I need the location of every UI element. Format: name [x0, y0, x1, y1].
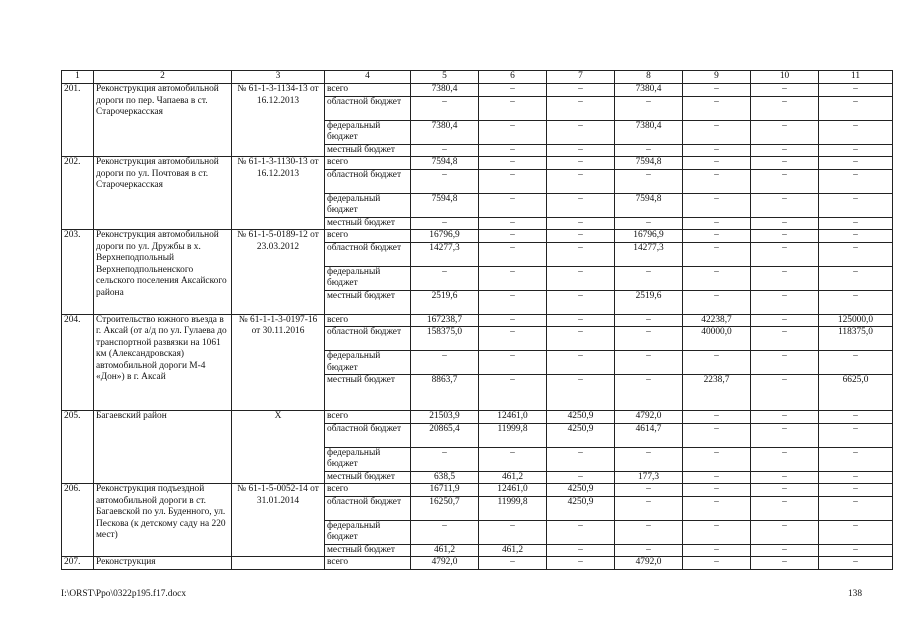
value-cell: – — [547, 520, 615, 544]
value-cell: 7594,8 — [615, 193, 683, 217]
funding-source: областной бюджет — [325, 242, 411, 266]
value-cell: 14277,3 — [615, 242, 683, 266]
value-cell: 21503,9 — [411, 411, 479, 424]
value-cell: – — [751, 266, 819, 290]
header-cell: 9 — [683, 71, 751, 84]
value-cell: – — [751, 544, 819, 557]
value-cell: – — [411, 520, 479, 544]
funding-source: местный бюджет — [325, 144, 411, 157]
value-cell: 167238,7 — [411, 314, 479, 327]
funding-source: всего — [325, 230, 411, 243]
value-cell: 125000,0 — [819, 314, 893, 327]
value-cell: – — [411, 144, 479, 157]
value-cell: 4792,0 — [615, 411, 683, 424]
value-cell: 7380,4 — [615, 120, 683, 144]
object-name: Реконструкция автомобильной дороги по ул. Дружбы в х. Верхнеподпольный Верхнеподпольненского сельского поселения Аксайского района — [94, 230, 232, 315]
value-cell: 4250,9 — [547, 423, 615, 447]
value-cell: – — [751, 242, 819, 266]
value-cell: – — [547, 169, 615, 193]
value-cell: 20865,4 — [411, 423, 479, 447]
table-body — [62, 71, 893, 570]
value-cell: – — [547, 290, 615, 314]
value-cell: – — [479, 375, 547, 411]
value-cell: 177,3 — [615, 471, 683, 484]
value-cell: – — [683, 496, 751, 520]
value-cell: 11999,8 — [479, 423, 547, 447]
value-cell: 118375,0 — [819, 327, 893, 351]
value-cell: 16796,9 — [615, 230, 683, 243]
value-cell: – — [411, 351, 479, 375]
value-cell: – — [819, 520, 893, 544]
value-cell: 638,5 — [411, 471, 479, 484]
value-cell: – — [683, 266, 751, 290]
value-cell: 8863,7 — [411, 375, 479, 411]
value-cell: – — [751, 157, 819, 170]
value-cell: – — [547, 544, 615, 557]
value-cell: – — [615, 96, 683, 120]
expertise-document — [232, 557, 325, 570]
funding-source: областной бюджет — [325, 96, 411, 120]
value-cell: – — [683, 157, 751, 170]
funding-source: федеральный бюджет — [325, 447, 411, 471]
value-cell: – — [683, 230, 751, 243]
value-cell: – — [819, 120, 893, 144]
table-row — [62, 411, 893, 424]
value-cell: – — [547, 351, 615, 375]
value-cell: – — [819, 351, 893, 375]
expertise-document: № 61-1-1-3-0197-16 от 30.11.2016 — [232, 314, 325, 411]
value-cell: 4250,9 — [547, 484, 615, 497]
value-cell: – — [751, 484, 819, 497]
value-cell: – — [479, 120, 547, 144]
value-cell: – — [819, 96, 893, 120]
value-cell: – — [479, 557, 547, 570]
value-cell: – — [479, 327, 547, 351]
value-cell: – — [751, 351, 819, 375]
header-cell: 3 — [232, 71, 325, 84]
object-name: Строительство южного въезда в г. Аксай (от а/д по ул. Гулаева до транспортной развязки на 1061 км (Александровская) автомобильной дороги М-4 «Дон») в г. Аксай — [94, 314, 232, 411]
value-cell: – — [819, 557, 893, 570]
value-cell: – — [411, 217, 479, 230]
value-cell: – — [547, 447, 615, 471]
value-cell: 14277,3 — [411, 242, 479, 266]
value-cell: – — [751, 496, 819, 520]
value-cell: – — [819, 144, 893, 157]
value-cell: – — [683, 84, 751, 97]
header-cell: 6 — [479, 71, 547, 84]
value-cell: – — [819, 242, 893, 266]
value-cell: – — [751, 423, 819, 447]
table-row — [62, 314, 893, 327]
value-cell: – — [751, 169, 819, 193]
funding-source: всего — [325, 314, 411, 327]
value-cell: – — [683, 447, 751, 471]
table-row — [62, 484, 893, 497]
value-cell: 4250,9 — [547, 496, 615, 520]
value-cell: – — [411, 169, 479, 193]
expertise-document: № 61-1-5-0052-14 от 31.01.2014 — [232, 484, 325, 557]
funding-source: федеральный бюджет — [325, 193, 411, 217]
value-cell: – — [547, 557, 615, 570]
value-cell: 2519,6 — [615, 290, 683, 314]
table-row — [62, 84, 893, 97]
value-cell: – — [751, 217, 819, 230]
footer-page-number: 138 — [847, 589, 862, 599]
value-cell: 461,2 — [479, 544, 547, 557]
row-number: 201. — [62, 84, 94, 157]
value-cell: – — [615, 169, 683, 193]
header-row — [62, 71, 893, 84]
value-cell: – — [751, 411, 819, 424]
value-cell: – — [615, 266, 683, 290]
value-cell: – — [751, 314, 819, 327]
value-cell: – — [479, 520, 547, 544]
expertise-document: Х — [232, 411, 325, 484]
value-cell: 461,2 — [479, 471, 547, 484]
value-cell: – — [479, 157, 547, 170]
value-cell: – — [615, 351, 683, 375]
expertise-document: № 61-1-3-1130-13 от 16.12.2013 — [232, 157, 325, 230]
value-cell: – — [479, 266, 547, 290]
funding-source: всего — [325, 84, 411, 97]
funding-source: всего — [325, 411, 411, 424]
value-cell: 16796,9 — [411, 230, 479, 243]
value-cell: 7594,8 — [411, 193, 479, 217]
value-cell: 4792,0 — [411, 557, 479, 570]
value-cell: – — [479, 230, 547, 243]
object-name: Багаевский район — [94, 411, 232, 484]
value-cell: – — [819, 496, 893, 520]
value-cell: 12461,0 — [479, 484, 547, 497]
header-cell: 2 — [94, 71, 232, 84]
funding-source: всего — [325, 557, 411, 570]
object-name: Реконструкция подъездной автомобильной дороги в ст. Багаевской по ул. Буденного, ул. Пескова (к детскому саду на 220 мест) — [94, 484, 232, 557]
value-cell: – — [751, 520, 819, 544]
funding-source: местный бюджет — [325, 375, 411, 411]
funding-source: всего — [325, 157, 411, 170]
header-cell: 4 — [325, 71, 411, 84]
value-cell: 40000,0 — [683, 327, 751, 351]
value-cell: – — [819, 471, 893, 484]
value-cell: – — [479, 351, 547, 375]
value-cell: – — [547, 144, 615, 157]
value-cell: – — [819, 266, 893, 290]
value-cell: 42238,7 — [683, 314, 751, 327]
value-cell: – — [819, 411, 893, 424]
value-cell: – — [547, 157, 615, 170]
object-name: Реконструкция автомобильной дороги по пер. Чапаева в ст. Старочеркасская — [94, 84, 232, 157]
value-cell: – — [683, 351, 751, 375]
value-cell: – — [479, 193, 547, 217]
value-cell: – — [751, 375, 819, 411]
object-name: Реконструкция автомобильной дороги по ул. Почтовая в ст. Старочеркасская — [94, 157, 232, 230]
value-cell: – — [615, 375, 683, 411]
value-cell: – — [819, 193, 893, 217]
value-cell: 7594,8 — [615, 157, 683, 170]
value-cell: – — [683, 217, 751, 230]
value-cell: 11999,8 — [479, 496, 547, 520]
value-cell: – — [615, 496, 683, 520]
value-cell: – — [547, 84, 615, 97]
funding-source: областной бюджет — [325, 423, 411, 447]
budget-table — [61, 70, 893, 570]
value-cell: – — [479, 84, 547, 97]
value-cell: – — [683, 544, 751, 557]
funding-source: федеральный бюджет — [325, 120, 411, 144]
header-cell: 11 — [819, 71, 893, 84]
value-cell: – — [751, 327, 819, 351]
value-cell: – — [683, 193, 751, 217]
value-cell: – — [819, 157, 893, 170]
funding-source: областной бюджет — [325, 327, 411, 351]
value-cell: – — [479, 144, 547, 157]
value-cell: – — [547, 242, 615, 266]
value-cell: – — [751, 84, 819, 97]
value-cell: – — [751, 144, 819, 157]
value-cell: – — [751, 96, 819, 120]
value-cell: – — [547, 471, 615, 484]
value-cell: – — [819, 230, 893, 243]
value-cell: 16250,7 — [411, 496, 479, 520]
value-cell: – — [547, 266, 615, 290]
value-cell: – — [683, 471, 751, 484]
funding-source: местный бюджет — [325, 217, 411, 230]
value-cell: – — [547, 193, 615, 217]
value-cell: – — [547, 217, 615, 230]
value-cell: 7594,8 — [411, 157, 479, 170]
value-cell: – — [683, 520, 751, 544]
value-cell: – — [615, 447, 683, 471]
value-cell: – — [751, 290, 819, 314]
expertise-document: № 61-1-5-0189-12 от 23.03.2012 — [232, 230, 325, 315]
row-number: 207. — [62, 557, 94, 570]
header-cell: 7 — [547, 71, 615, 84]
funding-source: местный бюджет — [325, 290, 411, 314]
header-cell: 5 — [411, 71, 479, 84]
row-number: 206. — [62, 484, 94, 557]
row-number: 202. — [62, 157, 94, 230]
value-cell: – — [751, 230, 819, 243]
value-cell: – — [683, 290, 751, 314]
value-cell: – — [547, 314, 615, 327]
value-cell: – — [479, 290, 547, 314]
value-cell: – — [615, 314, 683, 327]
value-cell: – — [819, 169, 893, 193]
value-cell: 158375,0 — [411, 327, 479, 351]
value-cell: – — [479, 96, 547, 120]
value-cell: – — [819, 217, 893, 230]
value-cell: 7380,4 — [411, 120, 479, 144]
header-cell: 8 — [615, 71, 683, 84]
value-cell: 16711,9 — [411, 484, 479, 497]
header-cell: 10 — [751, 71, 819, 84]
funding-source: федеральный бюджет — [325, 351, 411, 375]
table-row — [62, 557, 893, 570]
value-cell: – — [615, 484, 683, 497]
value-cell: 461,2 — [411, 544, 479, 557]
value-cell: – — [819, 84, 893, 97]
value-cell: – — [479, 169, 547, 193]
value-cell: 4614,7 — [615, 423, 683, 447]
value-cell: – — [615, 327, 683, 351]
value-cell: – — [479, 447, 547, 471]
expertise-document: № 61-1-3-1134-13 от 16.12.2013 — [232, 84, 325, 157]
row-number: 205. — [62, 411, 94, 484]
value-cell: 7380,4 — [411, 84, 479, 97]
funding-source: местный бюджет — [325, 471, 411, 484]
value-cell: – — [547, 230, 615, 243]
object-name: Реконструкция — [94, 557, 232, 570]
value-cell: – — [683, 96, 751, 120]
value-cell: – — [751, 471, 819, 484]
funding-source: федеральный бюджет — [325, 266, 411, 290]
funding-source: областной бюджет — [325, 496, 411, 520]
value-cell: – — [479, 217, 547, 230]
header-cell: 1 — [62, 71, 94, 84]
funding-source: местный бюджет — [325, 544, 411, 557]
value-cell: – — [683, 169, 751, 193]
value-cell: 6625,0 — [819, 375, 893, 411]
value-cell: – — [547, 327, 615, 351]
value-cell: 2238,7 — [683, 375, 751, 411]
value-cell: – — [819, 544, 893, 557]
value-cell: – — [683, 242, 751, 266]
row-number: 203. — [62, 230, 94, 315]
value-cell: – — [683, 411, 751, 424]
value-cell: – — [615, 217, 683, 230]
value-cell: 2519,6 — [411, 290, 479, 314]
value-cell: – — [683, 423, 751, 447]
value-cell: – — [615, 144, 683, 157]
value-cell: – — [819, 423, 893, 447]
footer-file-path: I:\ORST\Ppo\0322p195.f17.docx — [61, 589, 187, 599]
value-cell: – — [683, 484, 751, 497]
row-number: 204. — [62, 314, 94, 411]
value-cell: – — [479, 242, 547, 266]
value-cell: 12461,0 — [479, 411, 547, 424]
table-row — [62, 157, 893, 170]
value-cell: 7380,4 — [615, 84, 683, 97]
value-cell: – — [411, 266, 479, 290]
value-cell: – — [819, 447, 893, 471]
value-cell: – — [819, 290, 893, 314]
value-cell: – — [751, 447, 819, 471]
funding-source: федеральный бюджет — [325, 520, 411, 544]
value-cell: – — [547, 375, 615, 411]
table-row — [62, 230, 893, 243]
value-cell: – — [547, 120, 615, 144]
funding-source: всего — [325, 484, 411, 497]
value-cell: – — [615, 544, 683, 557]
value-cell: – — [683, 557, 751, 570]
value-cell: – — [615, 520, 683, 544]
value-cell: – — [751, 120, 819, 144]
value-cell: – — [819, 484, 893, 497]
value-cell: – — [683, 144, 751, 157]
value-cell: – — [411, 447, 479, 471]
value-cell: 4792,0 — [615, 557, 683, 570]
value-cell: – — [547, 96, 615, 120]
value-cell: – — [751, 557, 819, 570]
value-cell: – — [751, 193, 819, 217]
value-cell: 4250,9 — [547, 411, 615, 424]
value-cell: – — [683, 120, 751, 144]
value-cell: – — [411, 96, 479, 120]
funding-source: областной бюджет — [325, 169, 411, 193]
value-cell: – — [479, 314, 547, 327]
